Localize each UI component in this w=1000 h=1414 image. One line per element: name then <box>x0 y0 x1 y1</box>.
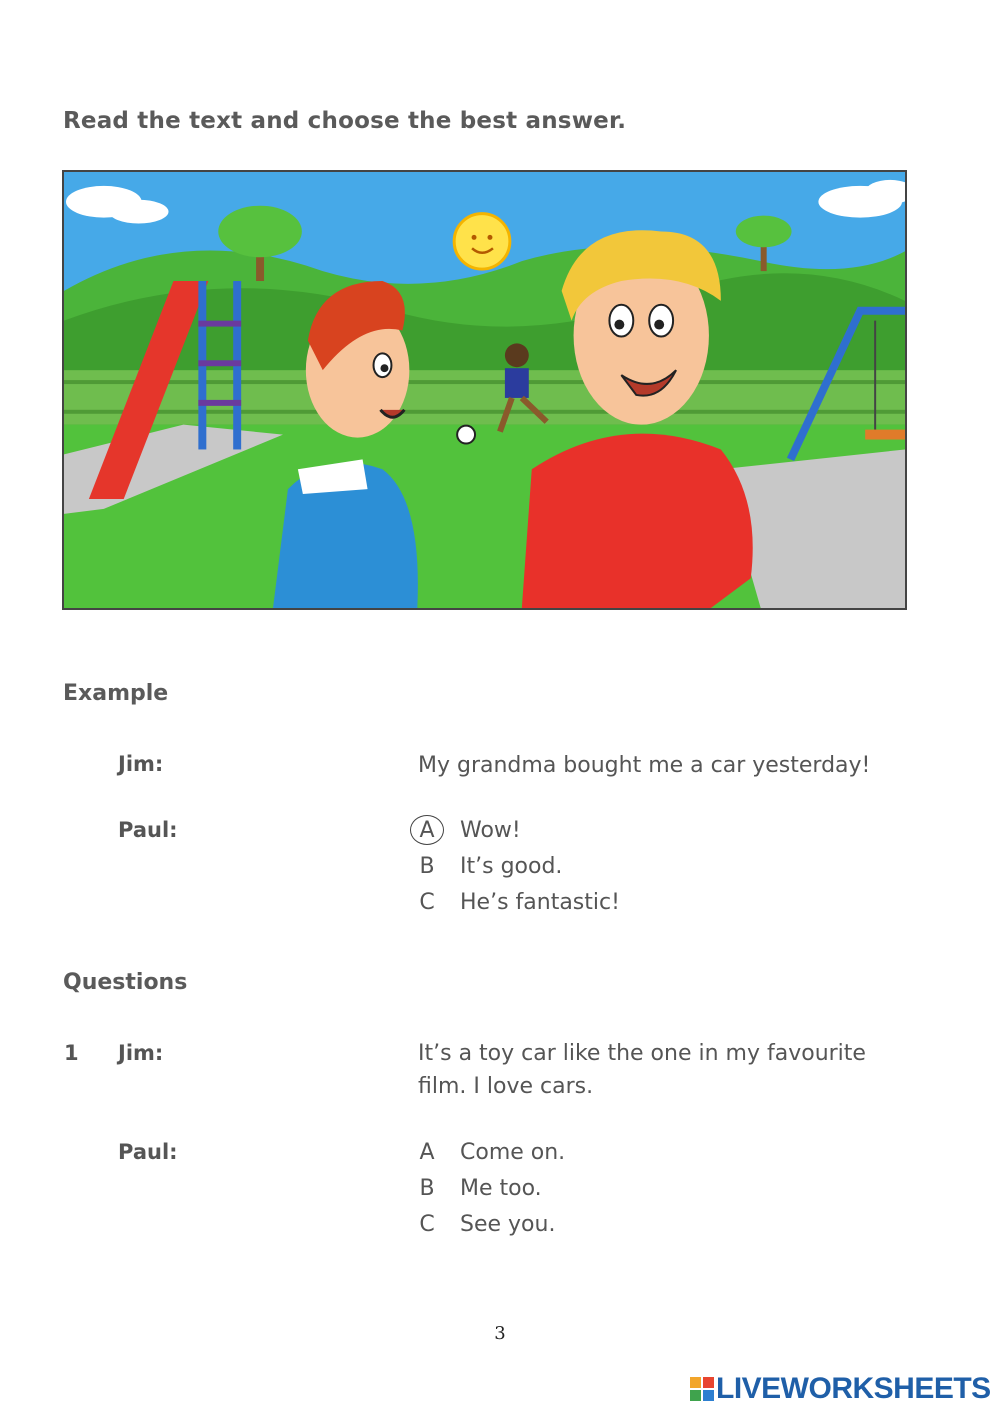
option-text: Come on. <box>460 1139 566 1165</box>
example-heading: Example <box>63 681 169 706</box>
question1-option-a[interactable] <box>418 1137 565 1167</box>
example-option-b[interactable] <box>418 851 562 881</box>
question1-option-b[interactable] <box>418 1173 542 1203</box>
liveworksheets-logo-icon <box>690 1377 714 1401</box>
example-option-c[interactable] <box>418 887 620 917</box>
option-letter-b: B <box>419 1175 435 1201</box>
question1-speaker-jim: Jim: <box>118 1041 164 1065</box>
question1-jim-line-2: film. I love cars. <box>418 1074 594 1099</box>
instruction-heading: Read the text and choose the best answer. <box>63 108 627 134</box>
example-speaker-jim: Jim: <box>118 752 164 776</box>
page-number: 3 <box>494 1323 506 1344</box>
option-text: It’s good. <box>460 853 563 879</box>
question1-option-c[interactable] <box>418 1209 555 1239</box>
option-text: He’s fantastic! <box>460 889 620 915</box>
option-text: See you. <box>460 1211 556 1237</box>
option-letter-c: C <box>419 1211 435 1237</box>
option-letter-c: C <box>419 889 435 915</box>
option-text: Me too. <box>460 1175 542 1201</box>
option-letter-a: A <box>419 1139 435 1165</box>
question1-jim-line-1: It’s a toy car like the one in my favourite <box>418 1041 866 1066</box>
playground-illustration <box>62 170 907 610</box>
option-letter-a: A <box>410 815 444 845</box>
brand-name: LIVEWORKSHEETS <box>716 1372 991 1405</box>
example-jim-line: My grandma bought me a car yesterday! <box>418 753 871 778</box>
question-number: 1 <box>64 1041 79 1065</box>
option-letter-b: B <box>419 853 435 879</box>
sun-icon <box>454 214 510 269</box>
questions-heading: Questions <box>63 970 188 995</box>
example-option-a[interactable] <box>418 815 521 845</box>
liveworksheets-logo <box>690 1372 991 1406</box>
example-speaker-paul: Paul: <box>118 818 178 842</box>
playground-scene <box>64 172 905 608</box>
fence <box>64 370 905 425</box>
option-text: Wow! <box>460 817 521 843</box>
question1-speaker-paul: Paul: <box>118 1140 178 1164</box>
